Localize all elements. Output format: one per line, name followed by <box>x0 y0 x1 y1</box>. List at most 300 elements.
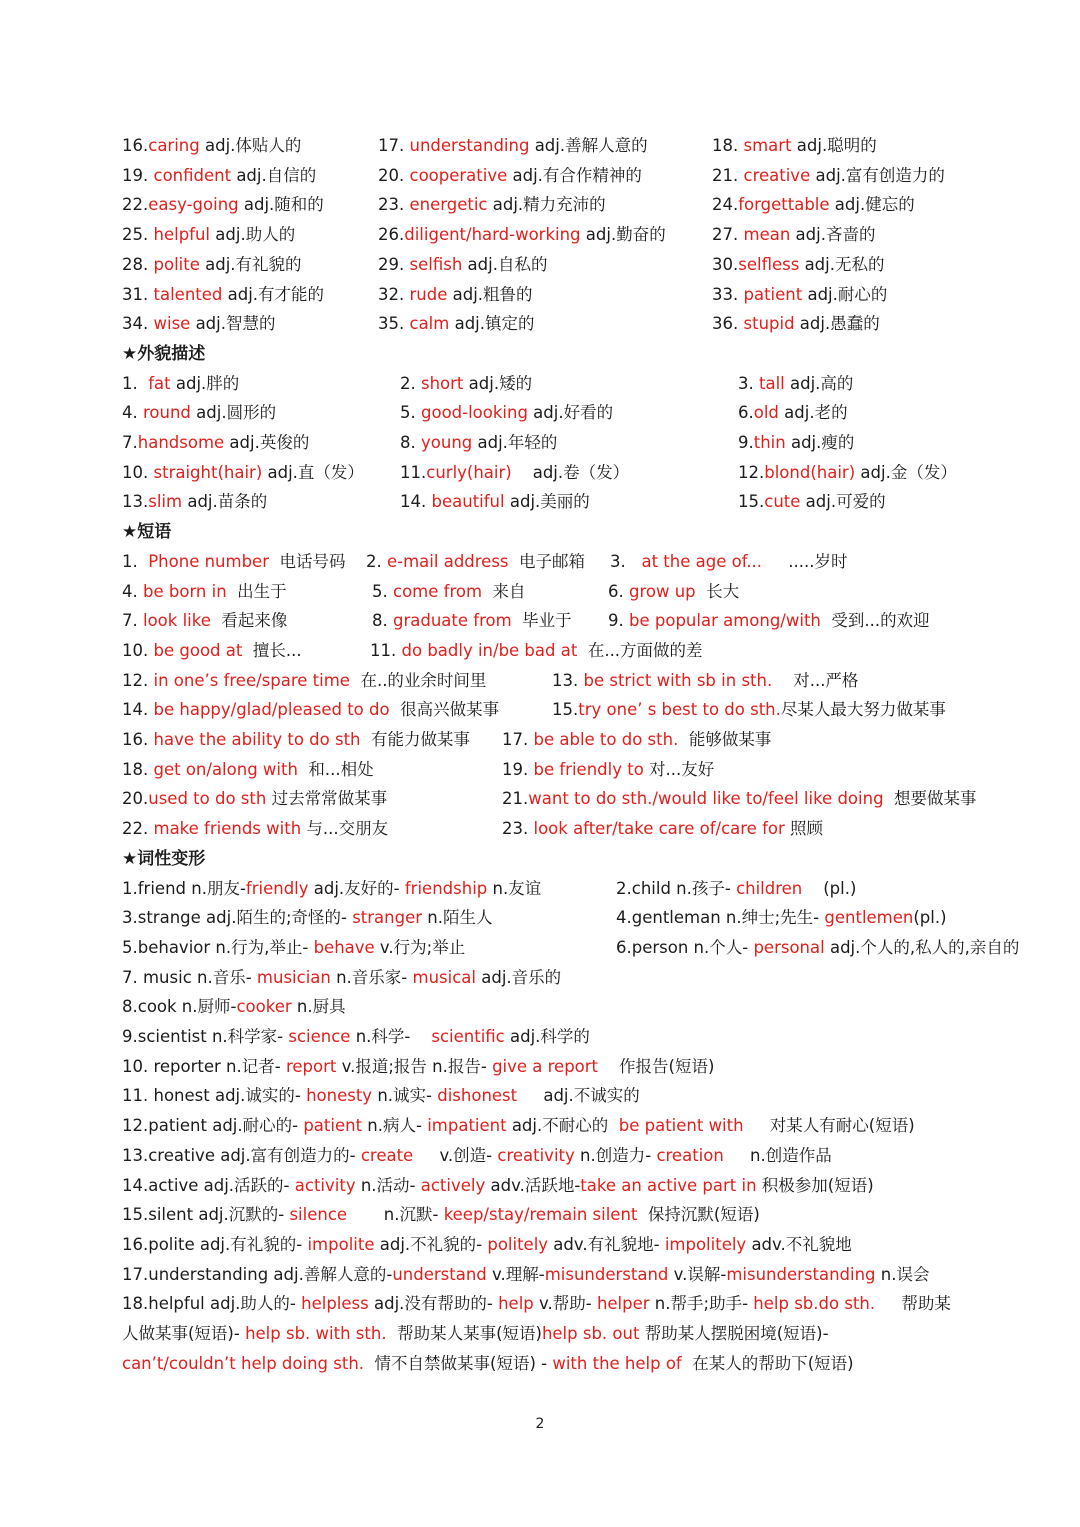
vocab-entry <box>616 903 947 933</box>
gloss: 看起来像 <box>210 611 288 631</box>
term: helper <box>596 1294 650 1314</box>
vocab-entry <box>738 487 886 517</box>
derivation-line <box>122 963 561 993</box>
vocab-entry <box>610 547 848 577</box>
gloss: adj.镇定的 <box>449 314 535 334</box>
gloss: adj.直（发） <box>262 462 364 482</box>
term: personal <box>753 937 825 957</box>
gloss: 6.person n.个人- <box>616 937 754 957</box>
term: scientific <box>431 1027 505 1046</box>
gloss: v.创造- <box>413 1145 498 1165</box>
vocab-entry <box>738 428 854 458</box>
term: selfless <box>738 254 800 274</box>
gloss: adj.高的 <box>784 373 854 393</box>
gloss: 22. <box>122 819 154 839</box>
gloss: 出生于 <box>226 581 287 601</box>
gloss: 电话号码 <box>269 551 346 571</box>
vocab-entry <box>122 487 267 517</box>
vocab-entry <box>608 577 739 607</box>
gloss: 照顾 <box>784 819 824 839</box>
term: good-looking <box>421 403 528 423</box>
vocab-entry <box>122 250 302 280</box>
gloss: 7. <box>122 611 143 631</box>
term: create <box>360 1145 414 1165</box>
term: talented <box>153 284 223 304</box>
derivation-line <box>122 1052 714 1082</box>
gloss: adj.自私的 <box>462 254 548 274</box>
gloss: 14.active adj.活跃的- <box>122 1175 295 1195</box>
term: patient <box>303 1116 363 1136</box>
term: musician <box>256 967 331 987</box>
term: actively <box>420 1175 486 1195</box>
vocab-entry <box>712 190 915 220</box>
term: friendly <box>245 878 309 898</box>
gloss: adv.有礼貌地- <box>548 1234 665 1254</box>
vocab-entry <box>378 280 533 310</box>
gloss: adj.不耐心的 <box>506 1116 619 1136</box>
vocab-entry <box>502 814 823 844</box>
vocab-entry <box>502 784 977 814</box>
gloss: 15. <box>552 700 579 720</box>
gloss: adj.助人的 <box>210 225 296 245</box>
derivation-line <box>122 1171 874 1201</box>
term: at the age of... <box>641 551 763 571</box>
vocab-entry <box>122 309 276 339</box>
term: caring <box>148 136 200 155</box>
term: calm <box>409 314 450 334</box>
gloss: 12.patient adj.耐心的- <box>122 1116 304 1136</box>
gloss: 1.friend n.朋友- <box>122 878 246 898</box>
vocab-entry <box>712 250 885 280</box>
gloss: adj.英俊的 <box>224 433 310 452</box>
vocab-entry <box>122 280 324 310</box>
gloss: 帮助某人某事(短语) <box>386 1324 542 1343</box>
term: do badly in/be bad at <box>401 640 578 660</box>
gloss: 16. <box>122 136 149 155</box>
term: honesty <box>306 1086 373 1106</box>
derivation-line <box>122 1141 832 1171</box>
vocab-entry <box>378 250 547 280</box>
gloss: adj.健忘的 <box>829 195 915 215</box>
term: look like <box>143 611 211 631</box>
gloss: adj.可爱的 <box>800 492 886 512</box>
gloss: 4. <box>122 581 143 601</box>
gloss: 5. <box>400 403 421 423</box>
gloss: adj.耐心的 <box>802 284 888 304</box>
vocab-entry <box>400 369 532 399</box>
gloss: 20. <box>378 165 410 185</box>
vocab-entry <box>400 398 613 428</box>
term: have the ability to do sth <box>153 730 361 749</box>
term: give a report <box>492 1056 599 1076</box>
vocab-entry <box>122 577 287 607</box>
gloss: 7. music n.音乐- <box>122 967 257 987</box>
gloss: adj.圆形的 <box>190 403 277 423</box>
gloss: adj.矮的 <box>463 373 533 393</box>
gloss: 电子邮箱 <box>508 551 586 571</box>
gloss: 长大 <box>695 581 740 601</box>
vocab-entry <box>738 369 853 399</box>
term: be happy/glad/pleased to do <box>153 700 390 720</box>
term: impatient <box>427 1116 507 1136</box>
term: silence <box>289 1205 348 1225</box>
gloss: adj.瘦的 <box>785 433 855 452</box>
gloss: n.友谊 <box>487 878 542 898</box>
gloss: 5.behavior n.行为,举止- <box>122 937 314 957</box>
vocab-entry <box>502 755 714 785</box>
gloss: 15.silent adj.沉默的- <box>122 1205 290 1225</box>
vocab-entry <box>122 220 295 250</box>
vocab-entry <box>378 131 648 161</box>
term: in one’s free/spare time <box>153 670 350 690</box>
gloss: 在..的业余时间里 <box>349 670 487 690</box>
term: slim <box>148 492 183 512</box>
gloss: 11. <box>370 640 402 660</box>
vocab-entry <box>712 131 877 161</box>
gloss: 20. <box>122 789 149 809</box>
gloss: 27. <box>712 225 744 245</box>
derivation-line <box>122 1349 854 1379</box>
gloss: n.诚实- <box>372 1086 438 1106</box>
vocab-entry <box>378 190 606 220</box>
gloss: 16. <box>122 730 154 749</box>
term: look after/take care of/care for <box>533 819 785 839</box>
gloss: 3.strange adj.陌生的;奇怪的- <box>122 908 353 928</box>
gloss: 在某人的帮助下(短语) <box>681 1353 854 1373</box>
page-number: 2 <box>535 1416 545 1432</box>
gloss: v.帮助- <box>533 1294 597 1314</box>
vocab-entry <box>400 458 629 488</box>
gloss: n.活动- <box>355 1175 421 1195</box>
vocab-entry <box>738 458 957 488</box>
derivation-line <box>122 1200 760 1230</box>
vocab-entry <box>370 636 703 666</box>
term: creative <box>743 165 811 185</box>
gloss: 受到...的欢迎 <box>820 611 930 631</box>
gloss: 擅长... <box>242 640 302 660</box>
gloss: n.厨具 <box>291 997 346 1017</box>
gloss: adj.年轻的 <box>472 433 558 452</box>
gloss: 过去常常做某事 <box>266 789 388 809</box>
gloss: 12. <box>122 670 154 690</box>
gloss: 14. <box>400 492 432 512</box>
vocab-entry <box>366 547 585 577</box>
gloss: 16.polite adj.有礼貌的- <box>122 1234 308 1254</box>
term: politely <box>487 1234 549 1254</box>
gloss: 9.scientist n.科学家- <box>122 1027 289 1046</box>
gloss: 30. <box>712 254 739 274</box>
gloss: 19. <box>122 165 154 185</box>
term: misunderstand <box>544 1264 669 1284</box>
gloss: 人做某事(短语)- <box>122 1324 246 1343</box>
gloss: v.行为;举止 <box>374 937 466 957</box>
gloss: adv.活跃地- <box>485 1175 581 1195</box>
term: come from <box>393 581 483 601</box>
gloss: 7. <box>122 433 138 452</box>
term: report <box>285 1056 337 1076</box>
vocab-entry <box>122 636 302 666</box>
gloss: adj.老的 <box>778 403 848 423</box>
vocab-entry <box>372 606 572 636</box>
term: old <box>753 403 779 423</box>
gloss: 3. <box>738 373 759 393</box>
vocab-entry <box>122 606 287 636</box>
gloss: 有能力做某事 <box>360 730 471 749</box>
term: selfish <box>409 254 463 274</box>
vocab-entry <box>712 309 880 339</box>
gloss: 2. <box>366 551 387 571</box>
gloss: 32. <box>378 284 410 304</box>
gloss: 11. honest adj.诚实的- <box>122 1086 307 1106</box>
gloss: 36. <box>712 314 744 334</box>
term: help sb. with sth. <box>245 1324 387 1343</box>
gloss: 33. <box>712 284 744 304</box>
gloss: n.创造作品 <box>723 1145 832 1165</box>
term: with the help of <box>552 1353 682 1373</box>
gloss: adj.友好的- <box>308 878 405 898</box>
section-heading: ★短语 <box>122 522 172 543</box>
gloss: 对某人有耐心(短语) <box>743 1116 915 1136</box>
gloss: 情不自禁做某事(短语) - <box>364 1353 553 1373</box>
term: round <box>143 403 191 423</box>
gloss: adj.没有帮助的- <box>368 1294 499 1314</box>
term: be patient with <box>618 1116 744 1136</box>
gloss: 想要做某事 <box>883 789 977 809</box>
gloss: 和...相处 <box>297 759 374 779</box>
gloss: adj.个人的,私人的,亲自的 <box>824 937 1020 957</box>
term: take an active part in <box>580 1175 757 1195</box>
gloss: 8. <box>372 611 393 631</box>
gloss: 帮助某人摆脱困境(短语)- <box>639 1324 829 1343</box>
gloss: adj.不诚实的 <box>517 1086 640 1106</box>
gloss: 4.gentleman n.绅士;先生- <box>616 908 825 928</box>
gloss: adj.无私的 <box>799 254 885 274</box>
gloss: 23. <box>378 195 410 215</box>
gloss: n.音乐家- <box>330 967 413 987</box>
term: diligent/hard-working <box>404 225 581 245</box>
gloss: n.科学- <box>350 1027 432 1046</box>
vocab-entry <box>378 309 535 339</box>
gloss: adj.好看的 <box>527 403 614 423</box>
gloss: adj.美丽的 <box>504 492 590 512</box>
term: polite <box>153 254 200 274</box>
term: smart <box>743 136 792 155</box>
vocab-entry <box>608 606 930 636</box>
gloss: adj.体贴人的 <box>199 136 302 155</box>
term: make friends with <box>153 819 302 839</box>
term: beautiful <box>431 492 505 512</box>
gloss: adv.不礼貌地 <box>746 1234 852 1254</box>
term: help sb. out <box>541 1324 640 1343</box>
vocab-entry <box>400 487 590 517</box>
vocab-entry <box>122 190 324 220</box>
gloss: adj.金（发） <box>855 462 957 482</box>
derivation-line <box>122 992 346 1022</box>
gloss: adj.吝啬的 <box>790 225 876 245</box>
term: children <box>736 878 803 898</box>
vocab-entry <box>712 161 945 191</box>
gloss: adj.善解人意的 <box>529 136 648 155</box>
vocab-entry <box>122 458 364 488</box>
vocab-entry <box>378 161 642 191</box>
vocab-entry <box>122 784 387 814</box>
term: behave <box>313 937 375 957</box>
gloss: 29. <box>378 254 410 274</box>
term: be strict with sb in sth. <box>583 670 773 690</box>
term: forgettable <box>738 195 830 215</box>
vocab-entry <box>122 161 316 191</box>
vocab-entry <box>122 933 465 963</box>
vocab-entry <box>378 220 666 250</box>
gloss: adj.胖的 <box>170 373 240 393</box>
derivation-line <box>122 1319 829 1349</box>
vocab-entry <box>122 398 276 428</box>
vocab-entry <box>122 903 492 933</box>
gloss: 23. <box>502 819 534 839</box>
gloss: n.误会 <box>875 1264 930 1284</box>
term: be friendly to <box>533 759 644 779</box>
term: Phone number <box>148 551 269 571</box>
term: activity <box>294 1175 356 1195</box>
vocab-entry <box>122 369 239 399</box>
term: get on/along with <box>153 759 298 779</box>
term: blond(hair) <box>764 462 856 482</box>
gloss: 能够做某事 <box>678 730 772 749</box>
term: science <box>288 1027 351 1046</box>
term: be able to do sth. <box>533 730 679 749</box>
gloss: n.陌生人 <box>422 908 493 928</box>
term: want to do sth./would like to/feel like doing <box>528 789 884 809</box>
gloss: adj.卷（发） <box>511 462 630 482</box>
vocab-entry <box>122 725 470 755</box>
vocab-entry <box>122 755 374 785</box>
vocab-entry <box>122 547 346 577</box>
term: grow up <box>629 581 696 601</box>
vocab-entry <box>122 428 309 458</box>
gloss: 34. <box>122 314 154 334</box>
term: help sb.do sth. <box>753 1294 876 1314</box>
gloss: 9. <box>608 611 629 631</box>
vocab-entry <box>122 814 388 844</box>
gloss: adj.有合作精神的 <box>507 165 642 185</box>
term: cooperative <box>409 165 508 185</box>
gloss: 25. <box>122 225 154 245</box>
vocab-entry <box>122 874 541 904</box>
vocab-entry <box>712 280 887 310</box>
gloss: 17. <box>502 730 534 749</box>
gloss: adj.不礼貌的- <box>374 1234 488 1254</box>
gloss: 保持沉默(短语) <box>637 1205 760 1225</box>
gloss: 作报告(短语) <box>598 1056 715 1076</box>
term: energetic <box>409 195 488 215</box>
gloss: 26. <box>378 225 405 245</box>
gloss: 28. <box>122 254 154 274</box>
gloss: adj.随和的 <box>238 195 324 215</box>
term: try one’ s best to do sth. <box>578 700 781 720</box>
gloss: 19. <box>502 759 534 779</box>
term: mean <box>743 225 791 245</box>
vocab-entry <box>122 131 301 161</box>
gloss: 4. <box>122 403 143 423</box>
gloss: 18. <box>122 759 154 779</box>
derivation-line <box>122 1260 929 1290</box>
gloss: (pl.) <box>802 878 857 898</box>
term: easy-going <box>148 195 239 215</box>
vocab-entry <box>552 666 858 696</box>
gloss: 10. <box>122 640 154 660</box>
gloss: 10. reporter n.记者- <box>122 1056 286 1076</box>
term: be good at <box>153 640 243 660</box>
gloss: adj.科学的 <box>504 1027 590 1046</box>
term: creation <box>656 1145 724 1165</box>
gloss: 35. <box>378 314 410 334</box>
term: dishonest <box>437 1086 518 1106</box>
vocab-entry <box>616 933 1019 963</box>
term: musical <box>412 967 476 987</box>
gloss: n.创造力- <box>574 1145 657 1165</box>
gloss: 2. <box>400 373 421 393</box>
gloss: 31. <box>122 284 154 304</box>
gloss: 3. <box>610 551 642 571</box>
gloss: 6. <box>608 581 629 601</box>
gloss: adj.智慧的 <box>190 314 276 334</box>
gloss: 毕业于 <box>511 611 572 631</box>
gloss: adj.有礼貌的 <box>199 254 302 274</box>
gloss: 15. <box>738 492 765 512</box>
gloss: 帮助某 <box>875 1294 951 1314</box>
gloss: n.帮手;助手- <box>649 1294 754 1314</box>
vocab-entry <box>122 695 499 725</box>
gloss: adj.自信的 <box>231 165 317 185</box>
term: gentlemen <box>824 908 914 928</box>
term: be born in <box>143 581 227 601</box>
gloss: 1. <box>122 551 149 571</box>
term: impolitely <box>664 1234 747 1254</box>
gloss: 与...交朋友 <box>301 819 389 839</box>
gloss: adj.勤奋的 <box>580 225 666 245</box>
gloss: 11. <box>400 462 427 482</box>
gloss: n.病人- <box>362 1116 428 1136</box>
derivation-line <box>122 1111 915 1141</box>
derivation-line <box>122 1022 590 1052</box>
gloss: 2.child n.孩子- <box>616 878 737 898</box>
gloss: adj.富有创造力的 <box>810 165 945 185</box>
term: helpful <box>153 225 211 245</box>
term: stranger <box>352 908 423 928</box>
term: thin <box>753 433 786 452</box>
term: short <box>421 373 464 393</box>
term: understand <box>392 1264 487 1284</box>
gloss: 14. <box>122 700 154 720</box>
derivation-line <box>122 1230 852 1260</box>
gloss: 很高兴做某事 <box>389 700 500 720</box>
section-heading: ★外貌描述 <box>122 343 206 364</box>
gloss: 13. <box>122 492 149 512</box>
vocab-entry <box>400 428 557 458</box>
term: rude <box>409 284 448 304</box>
gloss: 积极参加(短语) <box>756 1175 874 1195</box>
term: cute <box>764 492 801 512</box>
gloss: 13.creative adj.富有创造力的- <box>122 1145 361 1165</box>
gloss: 22. <box>122 195 149 215</box>
gloss: v.报道;报告 n.报告- <box>336 1056 493 1076</box>
term: e-mail address <box>387 551 509 571</box>
term: fat <box>148 373 171 393</box>
gloss: 8.cook n.厨师- <box>122 997 237 1017</box>
gloss: 13. <box>552 670 584 690</box>
term: creativity <box>497 1145 575 1165</box>
term: curly(hair) <box>426 462 512 482</box>
